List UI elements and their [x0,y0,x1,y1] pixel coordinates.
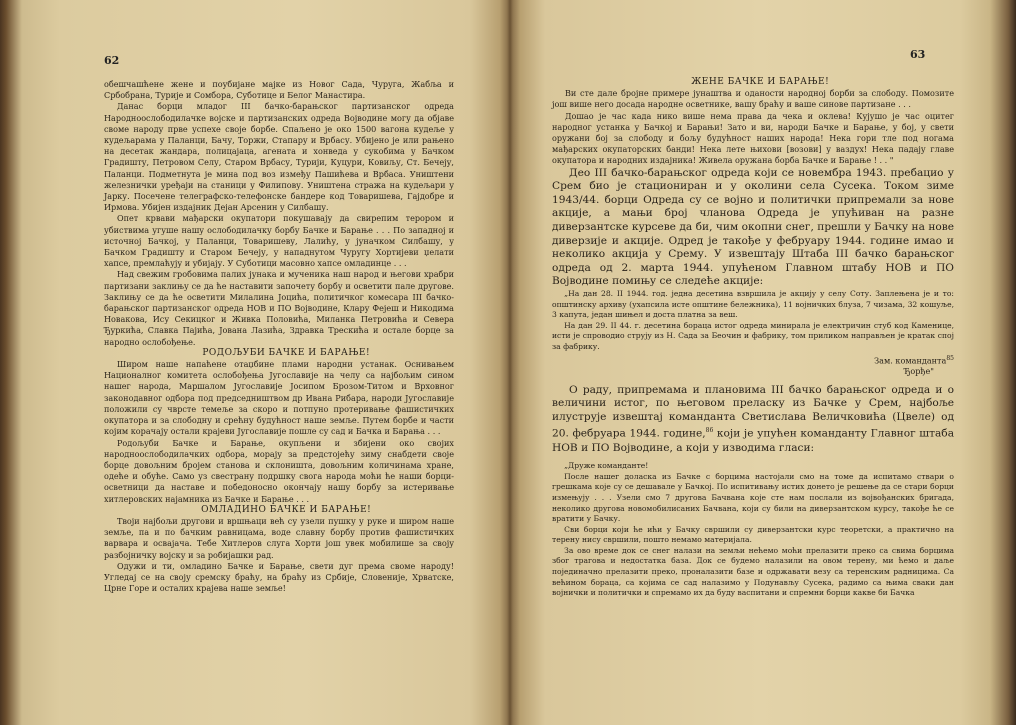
right-page [508,0,1016,725]
page-number: 62 [104,54,120,67]
paragraph: Широм наше напаћене отаџбине плами народни устанак. Оснивањем Националног комитета ослобођења Југославије на челу са најбољим сином нашег народа, Маршалом Југославије Јосипом Брозом-Титом и Врховног законодавног одбора под председништвом др Ивана Рибара, народи Југославије положили су чврсте темеље за скоро и потпуно протеривање фашистичких окупатора и за слободну и срећну будућност наше земље. Путем борбе и части којим корачају остали крајеви Југославије пошле су сад и Бачка и Барања . . . [104,359,454,437]
signature-line [552,353,954,367]
paragraph: Одужи и ти, омладино Бачке и Барање, свети дуг према своме народу! Угледај се на своју сремску браћу, на браћу из Србије, Словеније, Хрватске, Црне Горе и осталих крајева наше земље! [104,560,454,594]
signature-title: Зам. команданта [874,355,947,366]
quote-paragraph: Сви борци који ће ићи у Бачку свршили су диверзантски курс теоретски, а практично на терену нису свршили, пошто немамо материјала. [552,524,954,545]
salutation: „Друже команданте! [564,461,649,471]
section-heading: РОДОЉУБИ БАЧКЕ И БАРАЊЕ! [202,347,371,358]
paragraph-text: О раду, припремама и плановима III бачко барањског одреда и о величини истог, по његовом преласку из Бачке у Срем, најбоље илуструје извештај команданта Светислава Величковића (Цвеле) од 20. фебруара 1944. године, [552,383,954,440]
paragraph: Ви сте дале бројне примере јунаштва и оданости народној борби за слободу. Помозите још више него досада народне осветнике, вашу браћу и ваше синове партизане . . . [552,88,954,110]
paragraph: Над свежим гробовима палих јунака и мученика наш народ и његови храбри партизани заклињу се да ће наставити започету борбу и осветити пале другове. Заклињу се да ће осветити Милалина Јоцића, политичког комесара III бачко-барањског партизанског одреда НОВ и ПО Војводине, Клару Фејеш и Никодима Новакова, Ису Секицког и Живка Половића, Миланка Петровића и Северa Ђуркића, Славка Пајића, Јована Лазића, Здравка Трескића и остале борце за народно ослобођење. [104,269,454,347]
page-number: 63 [910,48,926,61]
paragraph: обешчашћене жене и поубијане мајке из Новог Сада, Чуруга, Жабља и Србобрана, Турије и Сомбора, Суботице и Белог Манастира. [104,79,454,101]
section-heading: ЖЕНЕ БАЧКЕ И БАРАЊЕ! [691,77,830,87]
paragraph: Твоји најбољи другови и вршњаци већ су узели пушку у руке и широм наше земље, па и по бачким равницама, воде славну борбу против фашистичких варвара и освајача. Тебе Хитлеров слуга Хорти још увек мобилише за своју разбојничку војску и за робијашки рад. [104,515,454,560]
paragraph-text-end: који је упућен команданту Главног штаба НОВ и ПО Војводине, а који у изводима гласи: [552,427,955,454]
paragraph: Опет крвави мађарски окупатори покушавају да свирепим терором и убиствима угуше нашу ослободилачку борбу Бачке и Барање . . . По западној и источној Бачкој, у Паланци, Товаришеву, Лалићу, у јуначком Силбашу, у Бачком Градишту и Старом Бечеју, у нападнутом Чуругу Хортијеви џелати хапсе, премлаћују и убијају. У Суботици масовно хапсе омладинце . . . [104,213,454,269]
paragraph: Део III бачко-барањског одреда који се новембра 1943. пребацио у Срем био је стациониран и у околини села Сусека. Током зиме 1943/44. борци Одреда су се војно и политички припремали за нове акције, а мањи број чланова Одреда је упућиван на разне диверзантске курсеве да би, чим окопни снег, прешли у Бачку на нове диверзије и акције. Одред је такође у фебруару 1944. године имао и неколико акција у Срему. У извештају Штаба III бачко барањског одреда од 2. марта 1944. упућеном Главном штабу НОВ и ПО Војводине помињу се следеће акције: [552,166,954,288]
quote-paragraph: После нашег доласка из Бачке с борцима настојали смо на томе да испитамо ствари о грешкама које су се дешавале у Бачкој. По испитивању истих донето је решење да се стари борци измењују . . . Узели смо 7 другова Бачвана које сте нам послали из војвођанских бригада, неколико другова новомобилисаних Бачвана, који су били на диверзантском курсу, такође ће се вратити у Бачку. [552,471,954,524]
quote-paragraph: На дан 29. II 44. г. десетина бораца истог одреда минирала је електричин стуб код Каменице, исти је спроводио струју из Н. Сада за Беочин и фабрику, том приликом направљен је кратак спој за фабрику. [552,320,954,351]
paragraph: Родољуби Бачке и Барање, окупљени и збијени око својих народноослободилачких одбора, морају за предстојећу зиму снабдети своје борце довољним бројем станова и склоништа, довољним количинама хране, одеће и обуће. Само уз свестрану подршку свога народа моћи ће наши борци-осветници да наставе и победоносно окончају нашу борбу за истеривање хитлеровских најамника из Бачке и Барање . . . [104,437,454,504]
paragraph: Дошао је час када нико више нема права да чека и оклева! Кујушо је час оцитег народног устанка у Бачкој и Барањи! Зато и ви, народи Бачке и Барање, у бој, у свети оружани бој за слободу и бољу будућност наших народа! Нека гори тле под ногама мађарских окупаторских банди! Нека лете њихови [возови] у ваздух! Нека падају главе окупатора и народних издајника! Живела оружана борба Бачке и Барање ! . . " [552,110,954,166]
section-heading: ОМЛАДИНО БАЧКЕ И БАРАЊЕ! [201,504,372,515]
paragraph [552,384,954,456]
page-text [104,79,454,594]
quote-paragraph: За ово време док се снег налази на земљи нећемо моћи прелазити преко са свима борцима због трагова и недостатка база. Док се будемо налазили на овом терену, ми ћемо и даље појединачно прелазити преко, проналазити базе и одржавати везу са теренским радницима. Са већином бораца, са којима се сад налазимо у Подунављу Сусека, радимо са њима сваки дан војнички и политички и спремамо их да буду васпитани и спремни борци какве би Бачка [552,545,954,598]
page-text [552,77,954,599]
quote-paragraph: „На дан 28. II 1944. год. једна десетина взвршила је акцију у селу Соту. Заплењена је и то: општинску архиву (ухапсила исте општине бележника), 11 војничких блуза, 7 чизама, 32 кошуље, 3 капута, један шињел и доста платна за веш. [552,288,954,320]
footnote-marker: 85 [946,354,954,362]
paragraph: Данас борци младог III бачко-барањског партизанског одреда Народноослободилачке војске и партизанских одреда Војводине могу да објаве своме народу прве успехе своје борбе. Спаљено је око 1500 вагона кудеље у кудељарама у Паланци, Бачу, Торжи, Стапару и Врбасу. Убијено је или рањено на десетак жандара, полицајаца, агената и хонведа у сукобима у Бачком Градишту, Петровом Селу, Старом Врбасу, Турији, Куцури, Ковиљу, Ст. Бечеју, Паланци. Подметнута је мина под воз између Пашићева и Врбаса. Уништени железнички уређаји на станици у Филипову. Уништена стража на кудељари у Јарку. Посечене телеграфско-телефонске бандере код Товаришева, Гајдобре и Ирмова. Убијен издајник Дејан Арсенин у Силбашу. [104,101,454,213]
signature-name: Ђорђе" [903,366,934,377]
footnote-marker: 86 [705,427,714,435]
